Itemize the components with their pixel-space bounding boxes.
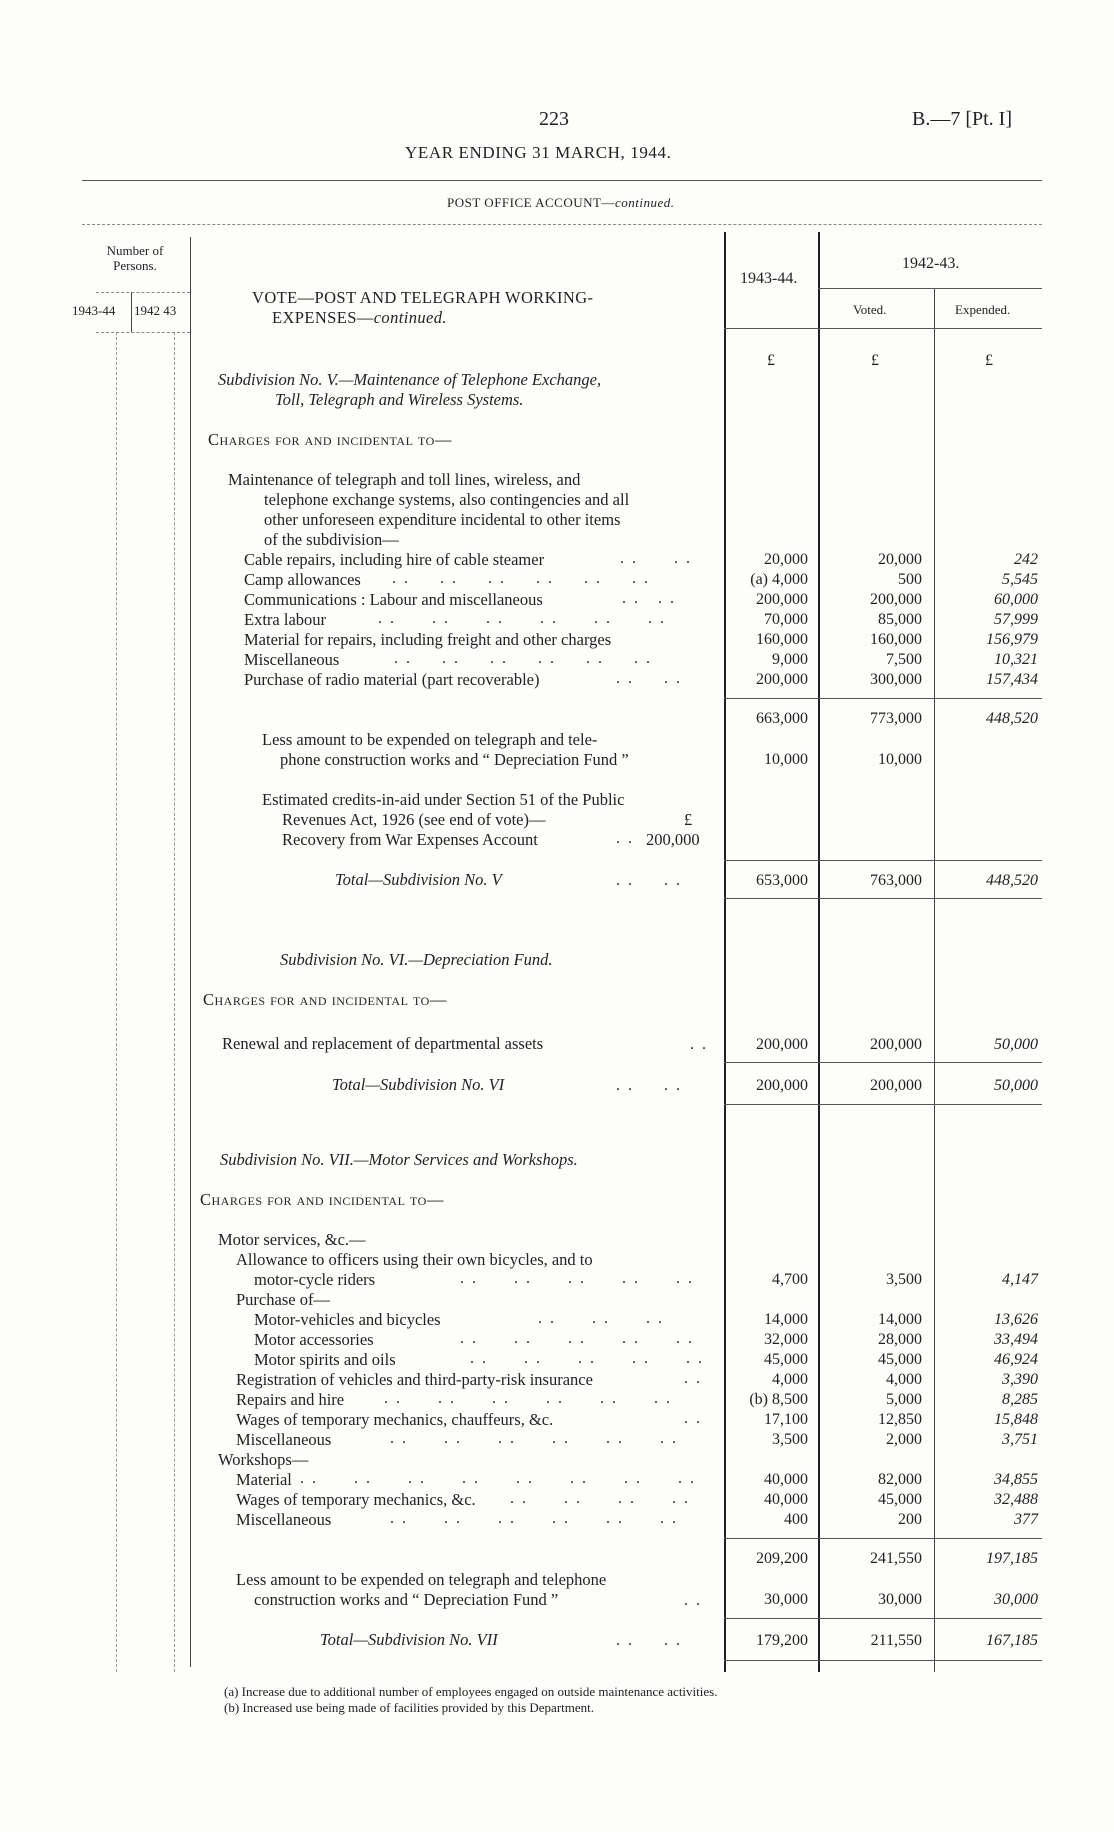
leader-dots: . . . . . . . . . . xyxy=(470,1350,704,1367)
sub7-workshop-expended: 32,488 xyxy=(994,1491,1038,1508)
sub5-charges-heading: Charges for and incidental to— xyxy=(208,430,452,449)
sub5-item-expended: 10,321 xyxy=(994,651,1038,668)
account-title xyxy=(447,195,674,211)
sub7-other-label: Wages of temporary mechanics, chauffeurs, &c. xyxy=(236,1410,554,1429)
sub7-purchase-expended: 33,494 xyxy=(994,1331,1038,1348)
sub5-item-expended: 5,545 xyxy=(1002,571,1038,588)
sub7-other-current: 4,000 xyxy=(772,1371,808,1388)
sub7-purchase-expended: 46,924 xyxy=(994,1351,1038,1368)
sub7-other-current: 3,500 xyxy=(772,1431,808,1448)
sub7-subtotal-expended: 197,185 xyxy=(986,1550,1038,1567)
sub5-total-current: 653,000 xyxy=(756,872,808,889)
leader-dots: . . xyxy=(690,1036,708,1053)
sub5-subtotal-voted: 773,000 xyxy=(870,710,922,727)
sub7-purchase-voted: 45,000 xyxy=(878,1351,922,1368)
sub7-workshop-voted: 45,000 xyxy=(878,1491,922,1508)
leader-dots: . . . . . . . . . . . . xyxy=(394,650,652,667)
vote-title-expenses: EXPENSES— xyxy=(272,308,374,327)
sub7-purchase-current: 45,000 xyxy=(764,1351,808,1368)
sub7-subtotal-rule xyxy=(724,1538,1042,1539)
sub7-subtotal-voted: 241,550 xyxy=(870,1550,922,1567)
sub5-subtotal-current: 663,000 xyxy=(756,710,808,727)
sub5-item-voted: 7,500 xyxy=(886,651,922,668)
sub5-item-expended: 157,434 xyxy=(986,671,1038,688)
persons-guide-left xyxy=(116,332,117,1672)
page-title: YEAR ENDING 31 MARCH, 1944. xyxy=(405,143,672,162)
leader-dots: . . . . xyxy=(616,872,682,889)
sub5-intro-line1: Maintenance of telegraph and toll lines, wireless, and xyxy=(228,470,581,489)
sub7-other-expended: 3,751 xyxy=(1002,1431,1038,1448)
sub6-total-rule-top xyxy=(724,1062,1042,1063)
persons-guide-right xyxy=(174,332,175,1672)
leader-dots: . . xyxy=(616,830,634,847)
account-continued: continued. xyxy=(614,195,675,210)
header-rule xyxy=(82,180,1042,181)
sub5-title-line2: Toll, Telegraph and Wireless Systems. xyxy=(275,390,524,409)
leader-dots: . . . . xyxy=(616,670,682,687)
vote-title-line2 xyxy=(272,308,447,328)
sub7-purchase-expended: 13,626 xyxy=(994,1311,1038,1328)
sub7-workshop-current: 400 xyxy=(784,1511,808,1528)
year-current-heading: 1943-44. xyxy=(740,270,798,287)
footnote-b: (b) Increased use being made of facilities provided by this Department. xyxy=(224,1700,595,1715)
persons-bottom-rule xyxy=(96,332,190,333)
sub7-other-label: Miscellaneous xyxy=(236,1430,332,1449)
sub5-subtotal-expended: 448,520 xyxy=(986,710,1038,727)
sub5-item-voted: 500 xyxy=(898,571,922,588)
sub7-workshop-voted: 200 xyxy=(898,1511,922,1528)
leader-dots: . . . . . . . . . . . . xyxy=(378,610,666,627)
sub5-total-label: Total—Subdivision No. V xyxy=(335,870,502,889)
vote-title-continued: continued. xyxy=(373,308,447,327)
sub5-title-line1: Subdivision No. V.—Maintenance of Telephone Exchange, xyxy=(218,370,602,389)
sub6-item-voted: 200,000 xyxy=(870,1036,922,1053)
sub7-other-expended: 3,390 xyxy=(1002,1371,1038,1388)
sub5-item-voted: 85,000 xyxy=(878,611,922,628)
sub5-item-voted: 200,000 xyxy=(870,591,922,608)
sub6-title: Subdivision No. VI.—Depreciation Fund. xyxy=(280,950,553,969)
sub7-allowance-voted: 3,500 xyxy=(886,1271,922,1288)
leader-dots: . . . . xyxy=(622,590,676,607)
sub5-item-expended: 156,979 xyxy=(986,631,1038,648)
leader-dots: . . . . xyxy=(620,550,692,567)
sub5-item-current: 9,000 xyxy=(772,651,808,668)
sub5-item-label: Camp allowances xyxy=(244,570,361,589)
sub7-other-voted: 2,000 xyxy=(886,1431,922,1448)
sub7-purchase-label: Motor spirits and oils xyxy=(254,1350,396,1369)
sub5-intro-line3: other unforeseen expenditure incidental to other items xyxy=(264,510,621,529)
leader-dots: . . . . xyxy=(616,1632,682,1649)
sub7-total-voted: 211,550 xyxy=(870,1632,922,1649)
header-bottom-rule xyxy=(724,328,1042,329)
sub7-purchase-voted: 14,000 xyxy=(878,1311,922,1328)
sub6-item-label: Renewal and replacement of departmental assets xyxy=(222,1034,544,1053)
sub5-item-label: Cable repairs, including hire of cable steamer xyxy=(244,550,545,569)
voted-heading: Voted. xyxy=(853,302,887,317)
persons-year-previous: 1942 43 xyxy=(134,303,177,318)
sub5-credits-amount: 200,000 xyxy=(646,830,700,849)
sub5-credits-pound: £ xyxy=(684,810,693,829)
sub5-total-rule-bottom xyxy=(724,898,1042,899)
sub5-item-current: 200,000 xyxy=(756,591,808,608)
sub5-item-label: Purchase of radio material (part recoverable) xyxy=(244,670,540,689)
sub6-item-current: 200,000 xyxy=(756,1036,808,1053)
sub7-other-voted: 4,000 xyxy=(886,1371,922,1388)
expended-rule xyxy=(934,288,935,1672)
sub7-total-label: Total—Subdivision No. VII xyxy=(320,1630,498,1649)
leader-dots: . . . . xyxy=(616,1077,682,1094)
sub5-item-current: 160,000 xyxy=(756,631,808,648)
sub7-less-expended: 30,000 xyxy=(994,1591,1038,1608)
sub5-item-label: Miscellaneous xyxy=(244,650,340,669)
sub6-charges-heading: Charges for and incidental to— xyxy=(203,990,447,1009)
sub5-credits-line3: Recovery from War Expenses Account xyxy=(282,830,538,849)
sub7-purchase-heading: Purchase of— xyxy=(236,1290,330,1309)
sub7-other-current: 17,100 xyxy=(764,1411,808,1428)
pound-sign-voted: £ xyxy=(871,352,879,369)
sub7-title: Subdivision No. VII.—Motor Services and Workshops. xyxy=(220,1150,578,1169)
leader-dots: . . . . . . . . . . . . xyxy=(384,1390,672,1407)
sub5-item-current: 20,000 xyxy=(764,551,808,568)
sub5-item-label: Extra labour xyxy=(244,610,327,629)
sub5-item-label: Communications : Labour and miscellaneous xyxy=(244,590,543,609)
sub7-workshop-current: 40,000 xyxy=(764,1471,808,1488)
sub5-item-current: 200,000 xyxy=(756,671,808,688)
sub7-workshop-expended: 34,855 xyxy=(994,1471,1038,1488)
leader-dots: . . . . . . . . . . xyxy=(460,1330,694,1347)
sub5-subtotal-rule xyxy=(724,698,1042,699)
sub5-item-voted: 300,000 xyxy=(870,671,922,688)
sub7-workshop-label: Material xyxy=(236,1470,292,1489)
leader-dots: . . . . . . xyxy=(538,1310,664,1327)
sub7-allowance-current: 4,700 xyxy=(772,1271,808,1288)
sub5-total-voted: 763,000 xyxy=(870,872,922,889)
sub7-motor-heading: Motor services, &c.— xyxy=(218,1230,366,1249)
sub6-item-expended: 50,000 xyxy=(994,1036,1038,1053)
sub7-workshop-expended: 377 xyxy=(1014,1511,1038,1528)
sub7-workshop-label: Wages of temporary mechanics, &c. xyxy=(236,1490,476,1509)
leader-dots: . . xyxy=(684,1410,702,1427)
sub7-less-voted: 30,000 xyxy=(878,1591,922,1608)
amounts-mid-rule xyxy=(818,232,820,1672)
persons-year-current: 1943-44 xyxy=(72,303,116,318)
leader-dots: . . . . . . . . . . xyxy=(460,1270,694,1287)
sub6-total-voted: 200,000 xyxy=(870,1077,922,1094)
sub7-allowance-expended: 4,147 xyxy=(1002,1271,1038,1288)
sub5-item-expended: 57,999 xyxy=(994,611,1038,628)
leader-dots: . . . . . . . . . . . . xyxy=(390,1430,678,1447)
sub7-total-rule-bottom xyxy=(724,1660,1042,1661)
report-reference: B.—7 [Pt. I] xyxy=(912,108,1012,130)
sub5-credits-line2: Revenues Act, 1926 (see end of vote)— xyxy=(282,810,546,829)
sub5-credits-line1: Estimated credits-in-aid under Section 51 of the Public xyxy=(262,790,625,809)
sub5-item-label: Material for repairs, including freight and other charges xyxy=(244,630,612,649)
sub7-purchase-label: Motor-vehicles and bicycles xyxy=(254,1310,441,1329)
leader-dots: . . . . . . . . xyxy=(510,1490,690,1507)
sub6-total-expended: 50,000 xyxy=(994,1077,1038,1094)
sub7-purchase-voted: 28,000 xyxy=(878,1331,922,1348)
sub7-workshop-label: Miscellaneous xyxy=(236,1510,332,1529)
sub7-other-expended: 15,848 xyxy=(994,1411,1038,1428)
sub5-total-rule-top xyxy=(724,860,1042,861)
sub7-workshop-voted: 82,000 xyxy=(878,1471,922,1488)
sub7-workshops-heading: Workshops— xyxy=(218,1450,309,1469)
sub5-item-voted: 20,000 xyxy=(878,551,922,568)
pound-sign-current: £ xyxy=(767,352,775,369)
page-number: 223 xyxy=(539,108,569,130)
sub7-less-line2: construction works and “ Depreciation Fund ” xyxy=(254,1590,559,1609)
amounts-left-rule xyxy=(724,232,726,1672)
persons-divider xyxy=(131,292,132,332)
sub7-total-expended: 167,185 xyxy=(986,1632,1038,1649)
sub5-item-current: 70,000 xyxy=(764,611,808,628)
footnote-a: (a) Increase due to additional number of employees engaged on outside maintenance activities. xyxy=(224,1684,718,1699)
sub5-item-current: (a) 4,000 xyxy=(750,571,808,588)
sub7-allowance-line1: Allowance to officers using their own bicycles, and to xyxy=(236,1250,593,1269)
leader-dots: . . . . . . . . . . . . . . . . xyxy=(300,1470,696,1487)
sub7-subtotal-current: 209,200 xyxy=(756,1550,808,1567)
sub7-less-line1: Less amount to be expended on telegraph and telephone xyxy=(236,1570,607,1589)
sub7-total-current: 179,200 xyxy=(756,1632,808,1649)
sub5-less-voted: 10,000 xyxy=(878,751,922,768)
sub7-other-voted: 12,850 xyxy=(878,1411,922,1428)
sub5-intro-line2: telephone exchange systems, also contingencies and all xyxy=(264,490,630,509)
sub5-less-current: 10,000 xyxy=(764,751,808,768)
sub7-other-label: Registration of vehicles and third-party-risk insurance xyxy=(236,1370,593,1389)
account-name: POST OFFICE ACCOUNT— xyxy=(447,195,615,210)
sub7-other-voted: 5,000 xyxy=(886,1391,922,1408)
sub7-other-label: Repairs and hire xyxy=(236,1390,345,1409)
account-rule xyxy=(82,224,1042,225)
leader-dots: . . . . . . . . . . . . xyxy=(390,1510,678,1527)
sub5-total-expended: 448,520 xyxy=(986,872,1038,889)
leader-dots: . . xyxy=(684,1592,702,1609)
sub7-total-rule-top xyxy=(724,1618,1042,1619)
prev-year-rule xyxy=(818,288,1042,289)
sub6-total-rule-bottom xyxy=(724,1104,1042,1105)
number-of-persons-heading: Number of Persons. xyxy=(106,243,164,273)
vote-title-line1: VOTE—POST AND TELEGRAPH WORKING- xyxy=(252,288,594,307)
sub7-other-current: (b) 8,500 xyxy=(749,1391,808,1408)
sub7-charges-heading: Charges for and incidental to— xyxy=(200,1190,444,1209)
sub7-purchase-current: 14,000 xyxy=(764,1311,808,1328)
sub7-allowance-line2: motor-cycle riders xyxy=(254,1270,376,1289)
sub7-other-expended: 8,285 xyxy=(1002,1391,1038,1408)
sub5-item-expended: 242 xyxy=(1014,551,1038,568)
sub5-intro-line4: of the subdivision— xyxy=(264,530,399,549)
sub7-workshop-current: 40,000 xyxy=(764,1491,808,1508)
year-previous-heading: 1942-43. xyxy=(902,255,960,272)
sub5-less-line2: phone construction works and “ Depreciation Fund ” xyxy=(280,750,629,769)
leader-dots: . . . . . . . . . . . . xyxy=(392,570,650,587)
persons-column-rule xyxy=(190,237,191,1667)
sub7-purchase-label: Motor accessories xyxy=(254,1330,374,1349)
persons-year-rule xyxy=(96,292,190,293)
sub7-less-current: 30,000 xyxy=(764,1591,808,1608)
sub6-total-current: 200,000 xyxy=(756,1077,808,1094)
leader-dots: . . xyxy=(684,1370,702,1387)
expended-heading: Expended. xyxy=(955,302,1011,317)
sub5-less-line1: Less amount to be expended on telegraph and tele- xyxy=(262,730,598,749)
pound-sign-expended: £ xyxy=(985,352,993,369)
sub5-item-voted: 160,000 xyxy=(870,631,922,648)
sub5-item-expended: 60,000 xyxy=(994,591,1038,608)
sub6-total-label: Total—Subdivision No. VI xyxy=(332,1075,505,1094)
sub7-purchase-current: 32,000 xyxy=(764,1331,808,1348)
